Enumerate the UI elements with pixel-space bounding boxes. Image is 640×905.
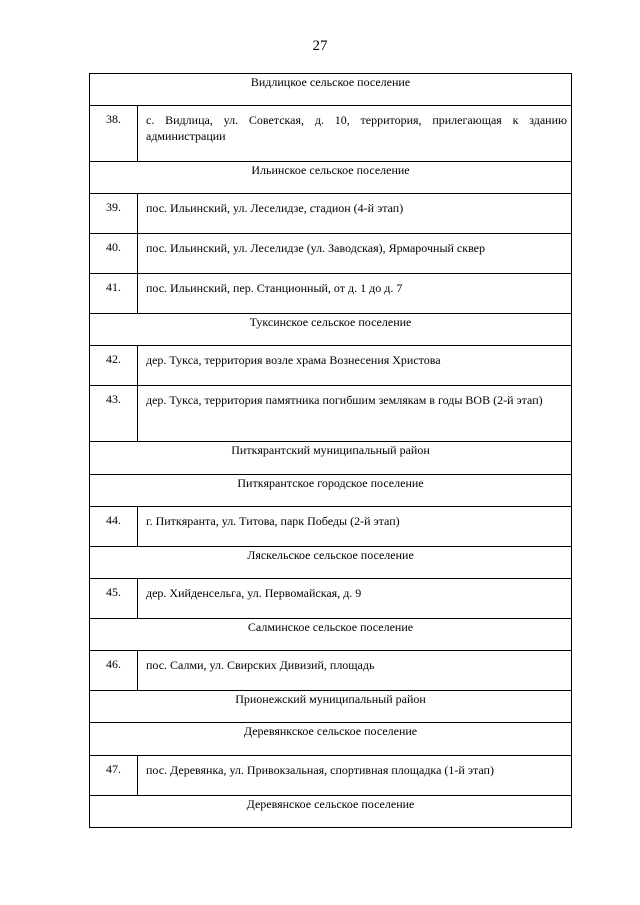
section-row [90, 691, 572, 723]
locations-table [89, 73, 572, 828]
item-text: дер. Тукса, территория возле храма Вознесения Христова [138, 346, 572, 386]
section-title: Видлицкое сельское поселение [90, 74, 572, 106]
table-row [90, 346, 572, 386]
section-title: Питкярантское городское поселение [90, 475, 572, 507]
section-title: Ильинское сельское поселение [90, 162, 572, 194]
section-row [90, 162, 572, 194]
item-text: пос. Ильинский, ул. Леселидзе (ул. Заводская), Ярмарочный сквер [138, 234, 572, 274]
item-number: 43. [90, 386, 138, 442]
table-row [90, 651, 572, 691]
table-row [90, 194, 572, 234]
item-text: пос. Ильинский, пер. Станционный, от д. 1 до д. 7 [138, 274, 572, 314]
item-number: 47. [90, 756, 138, 796]
item-number: 38. [90, 106, 138, 162]
item-text: дер. Тукса, территория памятника погибшим землякам в годы ВОВ (2-й этап) [138, 386, 572, 442]
item-number: 46. [90, 651, 138, 691]
item-text: пос. Деревянка, ул. Привокзальная, спортивная площадка (1-й этап) [138, 756, 572, 796]
item-number: 40. [90, 234, 138, 274]
item-number: 42. [90, 346, 138, 386]
section-title: Туксинское сельское поселение [90, 314, 572, 346]
section-row [90, 547, 572, 579]
table-row [90, 106, 572, 162]
section-title: Деревянское сельское поселение [90, 796, 572, 828]
item-text: г. Питкяранта, ул. Титова, парк Победы (2-й этап) [138, 507, 572, 547]
item-text: пос. Ильинский, ул. Леселидзе, стадион (4-й этап) [138, 194, 572, 234]
section-row [90, 619, 572, 651]
item-number: 45. [90, 579, 138, 619]
section-title: Деревянкское сельское поселение [90, 723, 572, 756]
section-title: Салминское сельское поселение [90, 619, 572, 651]
item-text: с. Видлица, ул. Советская, д. 10, территория, прилегающая к зданию администрации [138, 106, 572, 162]
section-row [90, 314, 572, 346]
table-row [90, 234, 572, 274]
section-title: Питкярантский муниципальный район [90, 442, 572, 475]
page-number: 27 [312, 38, 328, 54]
section-row [90, 723, 572, 756]
item-number: 39. [90, 194, 138, 234]
section-row [90, 796, 572, 828]
item-text: пос. Салми, ул. Свирских Дивизий, площадь [138, 651, 572, 691]
section-row [90, 475, 572, 507]
section-row [90, 74, 572, 106]
section-title: Ляскельское сельское поселение [90, 547, 572, 579]
section-row [90, 442, 572, 475]
table-row [90, 507, 572, 547]
table-row [90, 579, 572, 619]
item-text: дер. Хийденсельга, ул. Первомайская, д. 9 [138, 579, 572, 619]
section-title: Прионежский муниципальный район [90, 691, 572, 723]
table-row [90, 274, 572, 314]
table-row [90, 386, 572, 442]
item-number: 44. [90, 507, 138, 547]
item-number: 41. [90, 274, 138, 314]
table-row [90, 756, 572, 796]
